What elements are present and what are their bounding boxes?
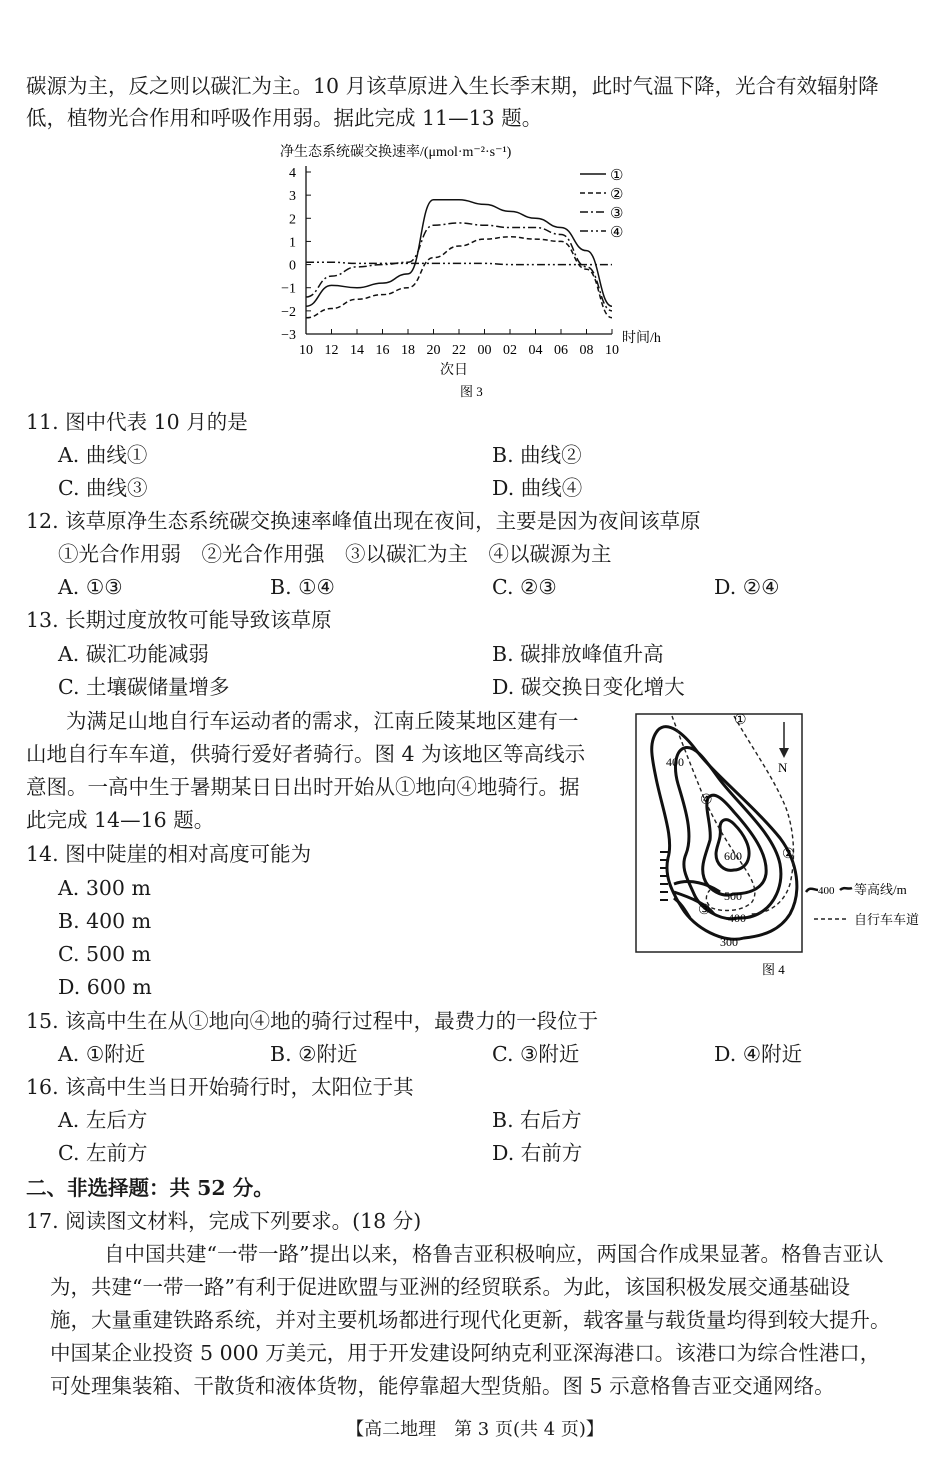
svg-text:③: ③ — [698, 903, 711, 918]
chart-x-tick-label: 12 — [324, 343, 339, 358]
chart-x-tick-label: 08 — [579, 343, 594, 358]
figure-4-caption: 图 4 — [762, 962, 785, 977]
chart-series-line-2 — [306, 237, 612, 318]
passage2-line-4: 此完成 14—16 题。 — [26, 808, 215, 832]
chart-x-tick-label: 02 — [503, 343, 517, 358]
q11-option-d[interactable]: D. 曲线④ — [492, 476, 583, 500]
q12-stem: 12. 该草原净生态系统碳交换速率峰值出现在夜间，主要是因为夜间该草原 — [26, 509, 701, 533]
chart-y-tick-label: 4 — [289, 166, 296, 181]
svg-text:500: 500 — [724, 889, 742, 903]
chart-legend-label: ② — [610, 187, 624, 203]
svg-text:400: 400 — [666, 755, 684, 769]
chart-y-tick-label: 1 — [289, 235, 296, 251]
chart-x-tick-label: 00 — [477, 343, 492, 358]
q13-option-b[interactable]: B. 碳排放峰值升高 — [492, 642, 664, 666]
section-2-title: 二、非选择题：共 52 分。 — [26, 1176, 274, 1200]
q14-option-d[interactable]: D. 600 m — [58, 975, 152, 999]
svg-text:600: 600 — [724, 849, 742, 863]
north-arrow-icon — [778, 722, 789, 775]
chart-legend-label: ③ — [610, 206, 624, 222]
q15-option-b[interactable]: B. ②附近 — [270, 1042, 358, 1066]
figure-3-caption: 图 3 — [460, 384, 483, 398]
q17-para-line-1: 自中国共建“一带一路”提出以来，格鲁吉亚积极响应，两国合作成果显著。格鲁吉亚认 — [104, 1242, 884, 1266]
chart-x-tick-label: 06 — [554, 343, 568, 358]
q11-option-c[interactable]: C. 曲线③ — [58, 476, 148, 500]
q15-option-d[interactable]: D. ④附近 — [714, 1042, 803, 1066]
chart-x-sub-label: 次日 — [440, 363, 468, 378]
q14-option-c[interactable]: C. 500 m — [58, 942, 152, 966]
svg-text:②: ② — [782, 847, 795, 862]
q12-option-b[interactable]: B. ①④ — [270, 575, 335, 599]
chart-y-tick-label: 2 — [289, 212, 296, 228]
q13-option-c[interactable]: C. 土壤碳储量增多 — [58, 675, 230, 699]
q16-option-d[interactable]: D. 右前方 — [492, 1141, 583, 1165]
intro-line-1: 碳源为主，反之则以碳汇为主。10 月该草原进入生长季末期，此时气温下降，光合有效辐射降 — [26, 74, 879, 98]
q14-option-b[interactable]: B. 400 m — [58, 909, 152, 933]
chart-x-tick-label: 04 — [528, 343, 543, 358]
q11-option-b[interactable]: B. 曲线② — [492, 443, 582, 467]
chart-series-line-3 — [306, 223, 612, 311]
q16-option-b[interactable]: B. 右后方 — [492, 1108, 582, 1132]
chart-x-tick-label: 14 — [350, 343, 364, 358]
svg-text:300: 300 — [720, 935, 738, 949]
chart-y-tick-label: −1 — [281, 281, 296, 297]
svg-text:等高线/m: 等高线/m — [854, 882, 907, 897]
q12-option-c[interactable]: C. ②③ — [492, 575, 557, 599]
svg-text:①: ① — [734, 713, 747, 728]
q13-stem: 13. 长期过度放牧可能导致该草原 — [26, 608, 332, 632]
passage2-line-1: 为满足山地自行车运动者的需求，江南丘陵某地区建有一 — [66, 709, 579, 733]
svg-text:自行车车道: 自行车车道 — [854, 912, 920, 927]
chart-x-tick-label: 10 — [299, 343, 313, 358]
chart-series-line-1 — [306, 200, 612, 306]
q15-option-c[interactable]: C. ③附近 — [492, 1042, 580, 1066]
chart-x-tick-label: 22 — [452, 343, 466, 358]
cliff-symbol — [660, 852, 668, 900]
q14-stem: 14. 图中陡崖的相对高度可能为 — [26, 842, 312, 866]
page-footer: 【高二地理 第 3 页(共 4 页)】 — [346, 1419, 604, 1440]
svg-text:④: ④ — [700, 793, 713, 808]
chart-y-tick-label: −2 — [281, 304, 296, 320]
svg-text:400: 400 — [728, 911, 746, 925]
passage2-line-2: 山地自行车车道，供骑行爱好者骑行。图 4 为该地区等高线示 — [26, 742, 586, 766]
figure-3-chart — [0, 138, 950, 398]
chart-legend-label: ④ — [610, 225, 624, 241]
q13-option-d[interactable]: D. 碳交换日变化增大 — [492, 675, 685, 699]
q15-stem: 15. 该高中生在从①地向④地的骑行过程中，最费力的一段位于 — [26, 1009, 599, 1033]
chart-x-tick-label: 16 — [375, 343, 390, 358]
svg-text:400: 400 — [818, 885, 835, 897]
figure-4-legend — [806, 882, 919, 927]
q16-option-c[interactable]: C. 左前方 — [58, 1141, 148, 1165]
chart-y-tick-label: 0 — [289, 258, 296, 274]
q12-option-d[interactable]: D. ②④ — [714, 575, 780, 599]
chart-legend-label: ① — [610, 168, 624, 184]
chart-y-axis-title: 净生态系统碳交换速率/(μmol·m⁻²·s⁻¹) — [280, 145, 512, 160]
q11-option-a[interactable]: A. 曲线① — [58, 443, 148, 467]
q17-para-line-5: 可处理集装箱、干散货和液体货物，能停靠超大型货船。图 5 示意格鲁吉亚交通网络。 — [50, 1374, 835, 1398]
q13-option-a[interactable]: A. 碳汇功能减弱 — [58, 642, 209, 666]
chart-series-line-4 — [306, 262, 612, 264]
chart-x-tick-label: 20 — [426, 343, 441, 358]
figure-4-contour-map — [634, 708, 934, 978]
q11-stem: 11. 图中代表 10 月的是 — [26, 410, 248, 434]
chart-x-tick-label: 18 — [401, 343, 415, 358]
q12-option-a[interactable]: A. ①③ — [58, 575, 123, 599]
q15-option-a[interactable]: A. ①附近 — [58, 1042, 146, 1066]
q17-para-line-2: 为，共建“一带一路”有利于促进欧盟与亚洲的经贸联系。为此，该国积极发展交通基础设 — [50, 1275, 850, 1299]
chart-y-tick-label: 3 — [289, 189, 296, 205]
q16-option-a[interactable]: A. 左后方 — [58, 1108, 148, 1132]
q17-stem: 17. 阅读图文材料，完成下列要求。(18 分) — [26, 1209, 422, 1233]
passage2-line-3: 意图。一高中生于暑期某日日出时开始从①地向④地骑行。据 — [26, 775, 580, 799]
chart-x-tick-label: 10 — [605, 343, 619, 358]
q16-stem: 16. 该高中生当日开始骑行时，太阳位于其 — [26, 1075, 414, 1099]
q17-para-line-4: 中国某企业投资 5 000 万美元，用于开发建设阿纳克利亚深海港口。该港口为综合性港口， — [50, 1341, 881, 1365]
chart-x-axis-title: 时间/h — [622, 331, 661, 346]
intro-line-2: 低，植物光合作用和呼吸作用弱。据此完成 11—13 题。 — [26, 106, 543, 130]
svg-text:N: N — [778, 760, 788, 775]
q17-para-line-3: 施，大量重建铁路系统，并对主要机场都进行现代化更新，载客量与载货量均得到较大提升。 — [50, 1308, 891, 1332]
chart-y-tick-label: −3 — [281, 328, 296, 343]
q14-option-a[interactable]: A. 300 m — [58, 876, 151, 900]
q12-items: ①光合作用弱 ②光合作用强 ③以碳汇为主 ④以碳源为主 — [58, 542, 612, 566]
